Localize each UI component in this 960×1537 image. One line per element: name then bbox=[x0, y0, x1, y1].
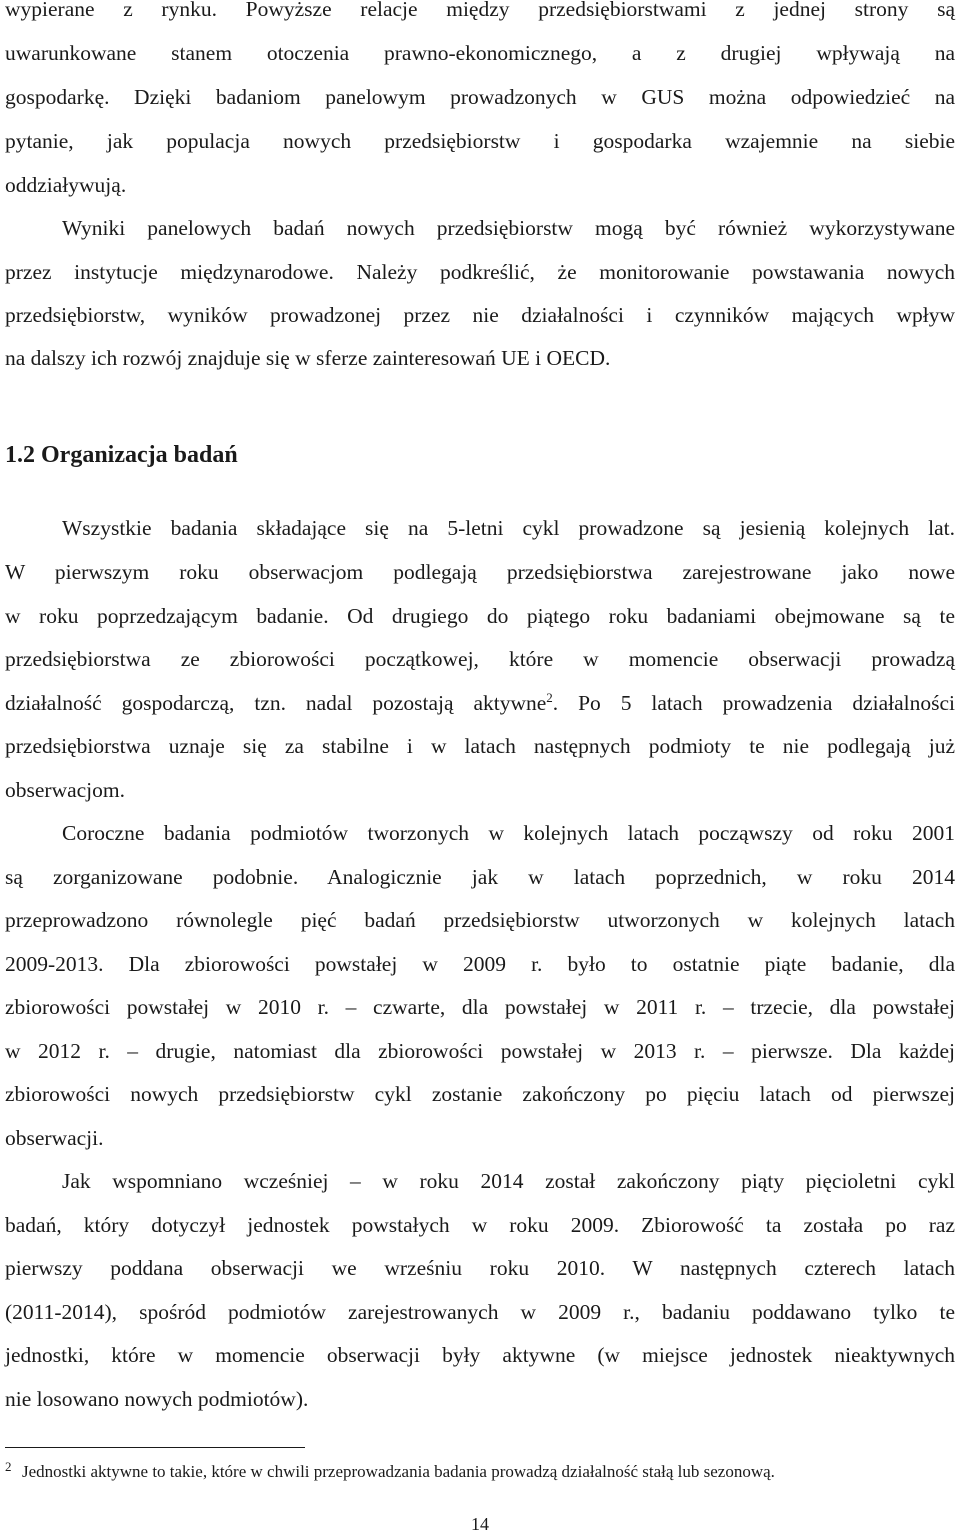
paragraph-line: Jak wspomniano wcześniej – w roku 2014 został zakończony piąty pięcioletni cykl bbox=[62, 1169, 955, 1193]
paragraph-line: są zorganizowane podobnie. Analogicznie jak w latach poprzednich, w roku 2014 bbox=[5, 865, 955, 889]
paragraph-line: pytanie, jak populacja nowych przedsiębiorstw i gospodarka wzajemnie na siebie bbox=[5, 129, 955, 153]
paragraph-line: na dalszy ich rozwój znajduje się w sferze zainteresowań UE i OECD. bbox=[5, 346, 611, 370]
paragraph-line: Coroczne badania podmiotów tworzonych w kolejnych latach począwszy od roku 2001 bbox=[62, 821, 955, 845]
paragraph-line: badań, który dotyczył jednostek powstałych w roku 2009. Zbiorowość ta została po raz bbox=[5, 1213, 955, 1237]
paragraph-line: zbiorowości nowych przedsiębiorstw cykl zostanie zakończony po pięciu latach od pierwszej bbox=[5, 1082, 955, 1106]
paragraph-line: uwarunkowane stanem otoczenia prawno-ekonomicznego, a z drugiej wpływają na bbox=[5, 41, 955, 65]
paragraph-line: obserwacji. bbox=[5, 1126, 104, 1150]
footnote-reference[interactable]: 2 bbox=[546, 689, 553, 705]
paragraph-line: zbiorowości powstałej w 2010 r. – czwarte, dla powstałej w 2011 r. – trzecie, dla powstałej bbox=[5, 995, 955, 1019]
paragraph-line: pierwszy poddana obserwacji we wrześniu roku 2010. W następnych czterech latach bbox=[5, 1256, 955, 1280]
paragraph-line: Wyniki panelowych badań nowych przedsiębiorstw mogą być również wykorzystywane bbox=[62, 216, 955, 240]
paragraph-line: przez instytucje międzynarodowe. Należy podkreślić, że monitorowanie powstawania nowych bbox=[5, 260, 955, 284]
paragraph-line: w 2012 r. – drugie, natomiast dla zbiorowości powstałej w 2013 r. – pierwsze. Dla każdej bbox=[5, 1039, 955, 1063]
paragraph-line: przedsiębiorstwa ze zbiorowości początkowej, które w momencie obserwacji prowadzą bbox=[5, 647, 955, 671]
line-text: . Po 5 latach prowadzenia działalności bbox=[552, 691, 955, 715]
paragraph-line: w roku poprzedzającym badanie. Od drugiego do piątego roku badaniami obejmowane są te bbox=[5, 604, 955, 628]
footnote-divider bbox=[5, 1447, 305, 1448]
paragraph-line-with-footnote bbox=[5, 687, 955, 719]
paragraph-line: wypierane z rynku. Powyższe relacje między przedsiębiorstwami z jednej strony są bbox=[5, 0, 955, 21]
footnote-mark: 2 bbox=[5, 1459, 12, 1474]
paragraph-line: przeprowadzono równolegle pięć badań przedsiębiorstw utworzonych w kolejnych latach bbox=[5, 908, 955, 932]
line-text: działalność gospodarczą, tzn. nadal pozostają aktywne bbox=[5, 691, 547, 715]
paragraph-line: gospodarkę. Dzięki badaniom panelowym prowadzonych w GUS można odpowiedzieć na bbox=[5, 85, 955, 109]
paragraph-line: przedsiębiorstwa uznaje się za stabilne i w latach następnych podmioty te nie podlegają już bbox=[5, 734, 955, 758]
paragraph-line: jednostki, które w momencie obserwacji były aktywne (w miejsce jednostek nieaktywnych bbox=[5, 1343, 955, 1367]
paragraph-line: nie losowano nowych podmiotów). bbox=[5, 1387, 309, 1411]
paragraph-line: Wszystkie badania składające się na 5-letni cykl prowadzone są jesienią kolejnych lat. bbox=[62, 516, 955, 540]
paragraph-line: W pierwszym roku obserwacjom podlegają przedsiębiorstwa zarejestrowane jako nowe bbox=[5, 560, 955, 584]
footnote-text: Jednostki aktywne to takie, które w chwili przeprowadzania badania prowadzą działalność stałą lub sezonową. bbox=[22, 1462, 775, 1481]
paragraph-line: oddziaływują. bbox=[5, 173, 127, 197]
paragraph-line: przedsiębiorstw, wyników prowadzonej przez nie działalności i czynników mających wpływ bbox=[5, 303, 955, 327]
page-number: 14 bbox=[471, 1514, 489, 1534]
section-heading: 1.2 Organizacja badań bbox=[5, 442, 238, 468]
paragraph-line: 2009-2013. Dla zbiorowości powstałej w 2009 r. było to ostatnie piąte badanie, dla bbox=[5, 952, 955, 976]
paragraph-line: (2011-2014), spośród podmiotów zarejestrowanych w 2009 r., badaniu poddawano tylko te bbox=[5, 1300, 955, 1324]
paragraph-line: obserwacjom. bbox=[5, 778, 126, 802]
